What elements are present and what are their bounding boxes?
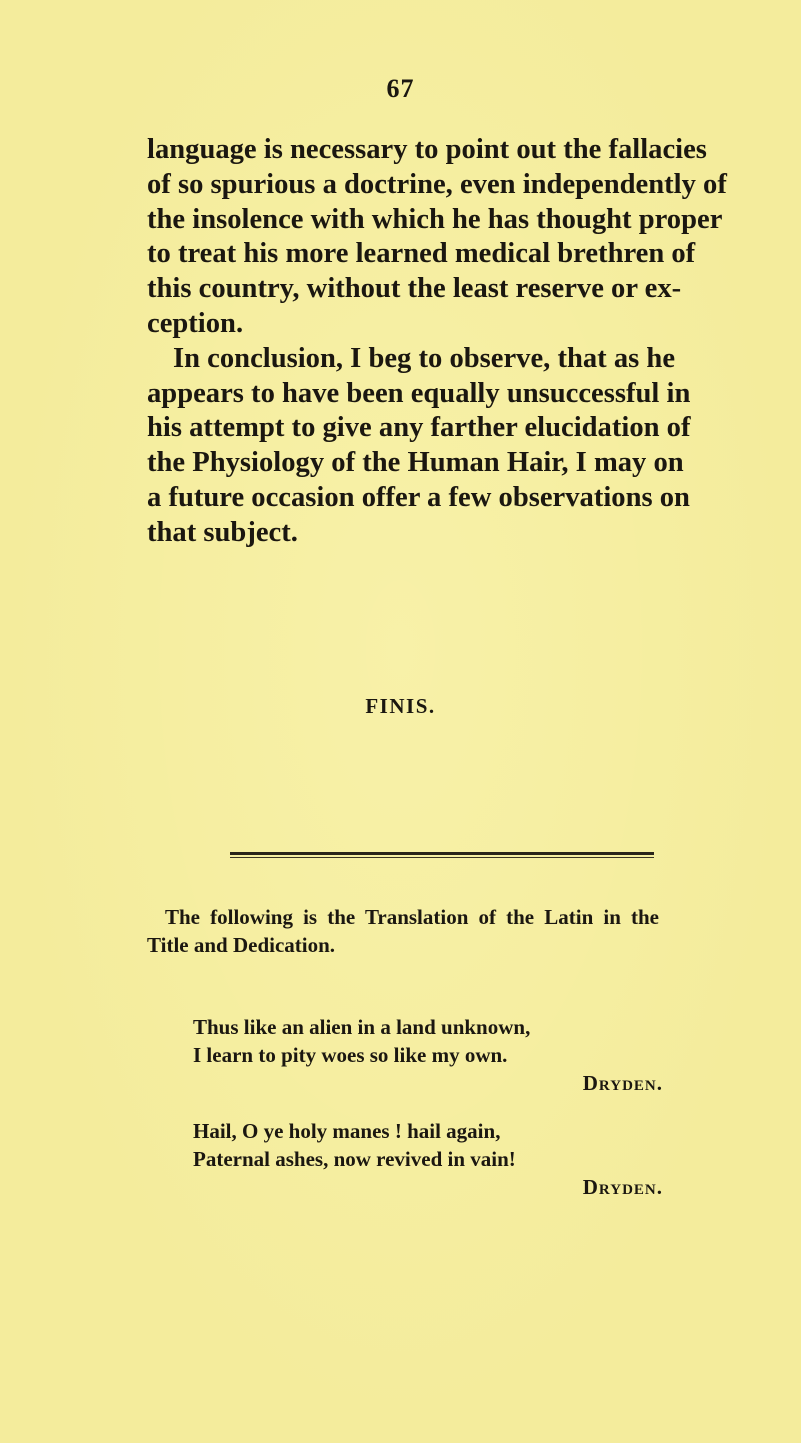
body-line: the insolence with which he has thought proper bbox=[147, 203, 723, 235]
finis-heading: FINIS. bbox=[365, 694, 436, 718]
verse-line: I learn to pity woes so like my own. bbox=[193, 1043, 508, 1067]
translation-line: Title and Dedication. bbox=[147, 933, 336, 957]
body-line: the Physiology of the Human Hair, I may on bbox=[147, 447, 684, 479]
translation-note bbox=[147, 903, 659, 959]
body-line: to treat his more learned medical brethren of bbox=[147, 238, 696, 270]
body-line: appears to have been equally unsuccessful in bbox=[147, 377, 691, 409]
verse-line: Paternal ashes, now revived in vain! bbox=[193, 1147, 516, 1171]
body-line: language is necessary to point out the fallacies bbox=[147, 134, 707, 165]
verse-attribution: Dryden. bbox=[582, 1175, 663, 1199]
body-text bbox=[147, 133, 727, 551]
body-line: that subject. bbox=[147, 516, 298, 548]
verse-line: Hail, O ye holy manes ! hail again, bbox=[193, 1119, 501, 1143]
body-line: In conclusion, I beg to observe, that as he bbox=[173, 342, 676, 374]
page-number: 67 bbox=[386, 74, 415, 103]
body-line: this country, without the least reserve or ex- bbox=[147, 273, 682, 305]
verse-line: Thus like an alien in a land unknown, bbox=[193, 1015, 531, 1039]
verse-block bbox=[193, 1117, 663, 1201]
verse-attribution: Dryden. bbox=[582, 1071, 663, 1095]
translation-line: The following is the Translation of the Latin in the bbox=[165, 905, 659, 929]
body-line: a future occasion offer a few observations on bbox=[147, 481, 690, 513]
section-divider-thin bbox=[230, 857, 654, 858]
body-line: ception. bbox=[147, 307, 244, 339]
body-line: his attempt to give any farther elucidation of bbox=[147, 412, 691, 444]
body-line: of so spurious a doctrine, even independently of bbox=[147, 168, 727, 200]
section-divider bbox=[230, 852, 654, 855]
verse-block bbox=[193, 1013, 663, 1097]
